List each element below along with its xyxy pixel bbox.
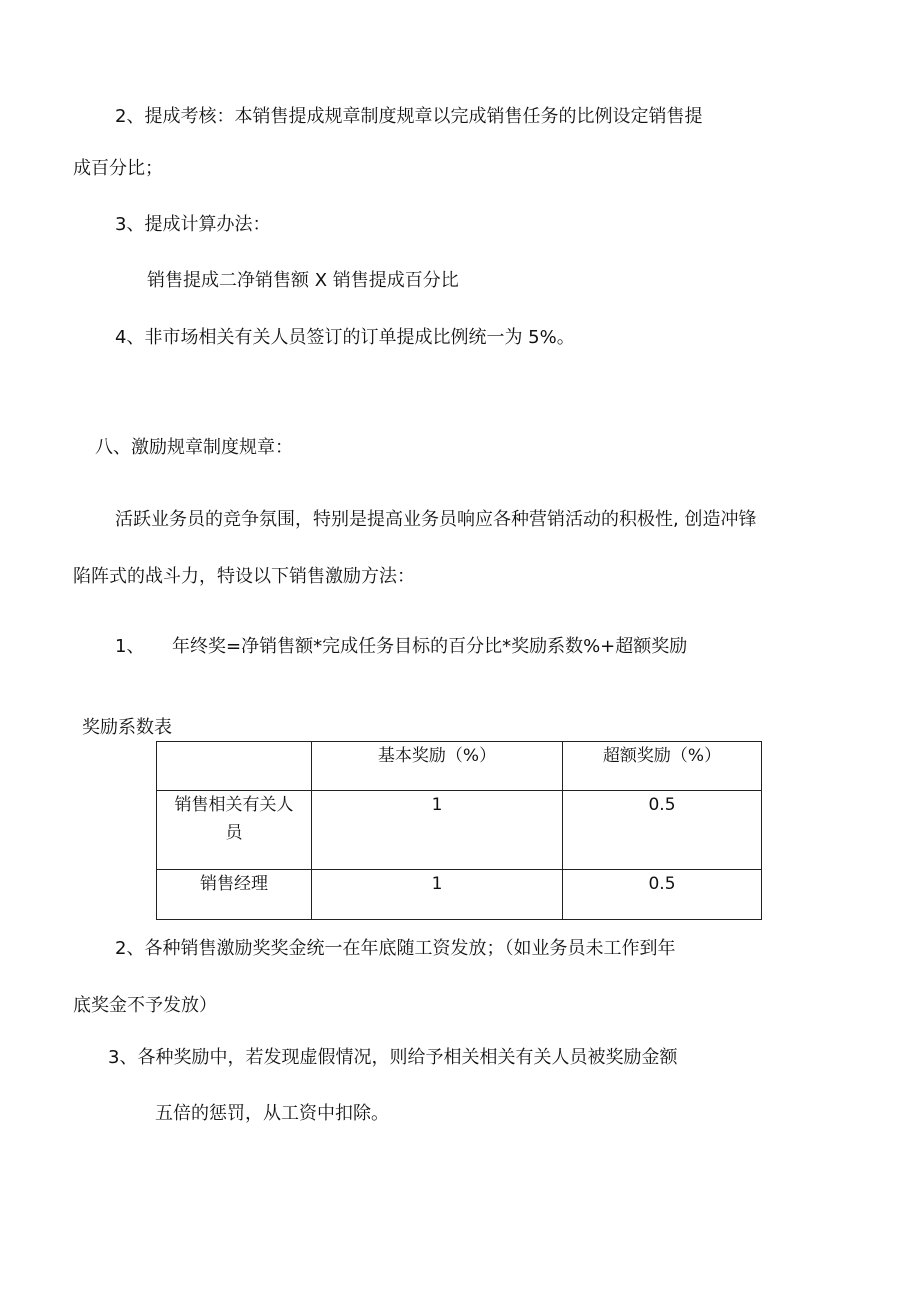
rules-item-3-line-2: 五倍的惩罚，从工资中扣除。 [155,1103,389,1124]
rules-item-3-line-1: 3、各种奖励中，若发现虚假情况，则给予相关相关有关人员被奖励金额 [108,1047,678,1068]
role-line-1: 销售相关有关人 [174,795,294,815]
role-line-1: 销售经理 [200,874,268,894]
table-row [157,791,762,870]
table-cell-basic: 1 [312,791,563,870]
table-cell-role [157,791,312,870]
table-header-excess: 超额奖励（%） [563,742,762,791]
table-cell-basic: 1 [312,870,563,920]
commission-item-4: 4、非市场相关有关人员签订的订单提成比例统一为 5%。 [115,327,575,348]
incentive-heading: 八、激励规章制度规章： [95,437,293,458]
commission-item-2-line-1: 2、提成考核：本销售提成规章制度规章以完成销售任务的比例设定销售提 [115,106,703,127]
table-cell-role [157,870,312,920]
commission-item-3: 3、提成计算办法： [115,214,271,235]
role-line-2: 员 [225,823,243,843]
table-header-basic: 基本奖励（%） [312,742,563,791]
table-cell-excess: 0.5 [563,791,762,870]
table-caption: 奖励系数表 [82,717,172,738]
commission-item-2-line-2: 成百分比； [73,158,163,179]
table-cell-excess: 0.5 [563,870,762,920]
commission-formula: 销售提成二净销售额 X 销售提成百分比 [147,270,459,291]
rules-item-2-line-2: 底奖金不予发放） [73,995,217,1016]
table-row [157,870,762,920]
incentive-intro-line-1: 活跃业务员的竞争氛围，特别是提高业务员响应各种营销活动的积极性, 创造冲锋 [115,509,757,530]
rules-item-2-line-1: 2、各种销售激励奖奖金统一在年底随工资发放；（如业务员未工作到年 [115,938,676,959]
table-header-row [157,742,762,791]
incentive-item-1-number: 1、 [115,636,145,657]
incentive-item-1-text: 年终奖=净销售额*完成任务目标的百分比*奖励系数%+超额奖励 [172,636,688,657]
table-header-empty [157,742,312,791]
reward-coefficient-table [156,741,762,920]
incentive-intro-line-2: 陷阵式的战斗力，特设以下销售激励方法： [73,566,415,587]
